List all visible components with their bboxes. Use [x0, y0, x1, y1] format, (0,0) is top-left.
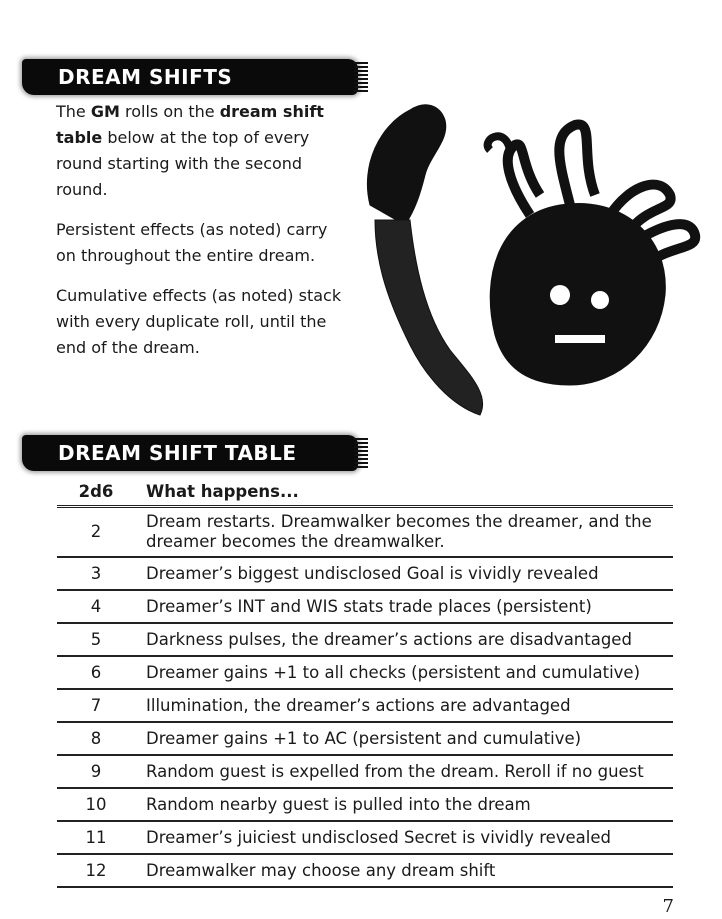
table-row [57, 854, 673, 887]
roll-value: 2 [57, 507, 135, 558]
text: The [56, 102, 91, 121]
roll-value: 5 [57, 623, 135, 656]
shift-effect: Random nearby guest is pulled into the dream [135, 788, 673, 821]
intro-paragraph-3: Cumulative effects (as noted) stack with every duplicate roll, until the end of the dream. [56, 286, 342, 357]
shift-effect: Dreamer’s INT and WIS stats trade places (persistent) [135, 590, 673, 623]
dream-shift-table [57, 477, 673, 888]
intro-paragraph-1 [56, 99, 346, 203]
roll-value: 6 [57, 656, 135, 689]
intro-paragraph-2: Persistent effects (as noted) carry on throughout the entire dream. [56, 220, 328, 265]
shift-effect: Dreamer gains +1 to all checks (persistent and cumulative) [135, 656, 673, 689]
table-row [57, 557, 673, 590]
section-heading-dream-shifts: DREAM SHIFTS [22, 59, 358, 95]
table-row [57, 689, 673, 722]
roll-value: 10 [57, 788, 135, 821]
table-row [57, 821, 673, 854]
bold-table-ref: dream shift table [56, 102, 324, 147]
shift-effect: Darkness pulses, the dreamer’s actions are disadvantaged [135, 623, 673, 656]
section-heading-dream-shift-table: DREAM SHIFT TABLE [22, 435, 358, 471]
table-row [57, 755, 673, 788]
shift-effect: Dreamer’s juiciest undisclosed Secret is vividly revealed [135, 821, 673, 854]
table-row [57, 656, 673, 689]
roll-value: 7 [57, 689, 135, 722]
column-header-roll: 2d6 [57, 477, 135, 507]
roll-value: 12 [57, 854, 135, 887]
table-row [57, 507, 673, 558]
roll-value: 8 [57, 722, 135, 755]
table-row [57, 590, 673, 623]
text: rolls on the [119, 102, 220, 121]
text: below at the top of every round starting with the second round. [56, 128, 310, 199]
shift-effect: Dreamwalker may choose any dream shift [135, 854, 673, 887]
page-number: 7 [662, 896, 674, 917]
roll-value: 9 [57, 755, 135, 788]
shift-effect: Illumination, the dreamer’s actions are advantaged [135, 689, 673, 722]
table-header-row [57, 477, 673, 507]
column-header-effect: What happens... [135, 477, 673, 507]
shift-effect: Dream restarts. Dreamwalker becomes the dreamer, and the dreamer becomes the dreamwalker. [135, 507, 673, 558]
roll-value: 3 [57, 557, 135, 590]
shift-effect: Dreamer’s biggest undisclosed Goal is vividly revealed [135, 557, 673, 590]
table-row [57, 722, 673, 755]
intro-text [56, 99, 346, 375]
table-row [57, 788, 673, 821]
shift-effect: Dreamer gains +1 to AC (persistent and cumulative) [135, 722, 673, 755]
shift-effect: Random guest is expelled from the dream. Reroll if no guest [135, 755, 673, 788]
table-row [57, 623, 673, 656]
roll-value: 4 [57, 590, 135, 623]
roll-value: 11 [57, 821, 135, 854]
bold-gm: GM [90, 102, 120, 121]
tentacle-creature-illustration [330, 95, 710, 425]
